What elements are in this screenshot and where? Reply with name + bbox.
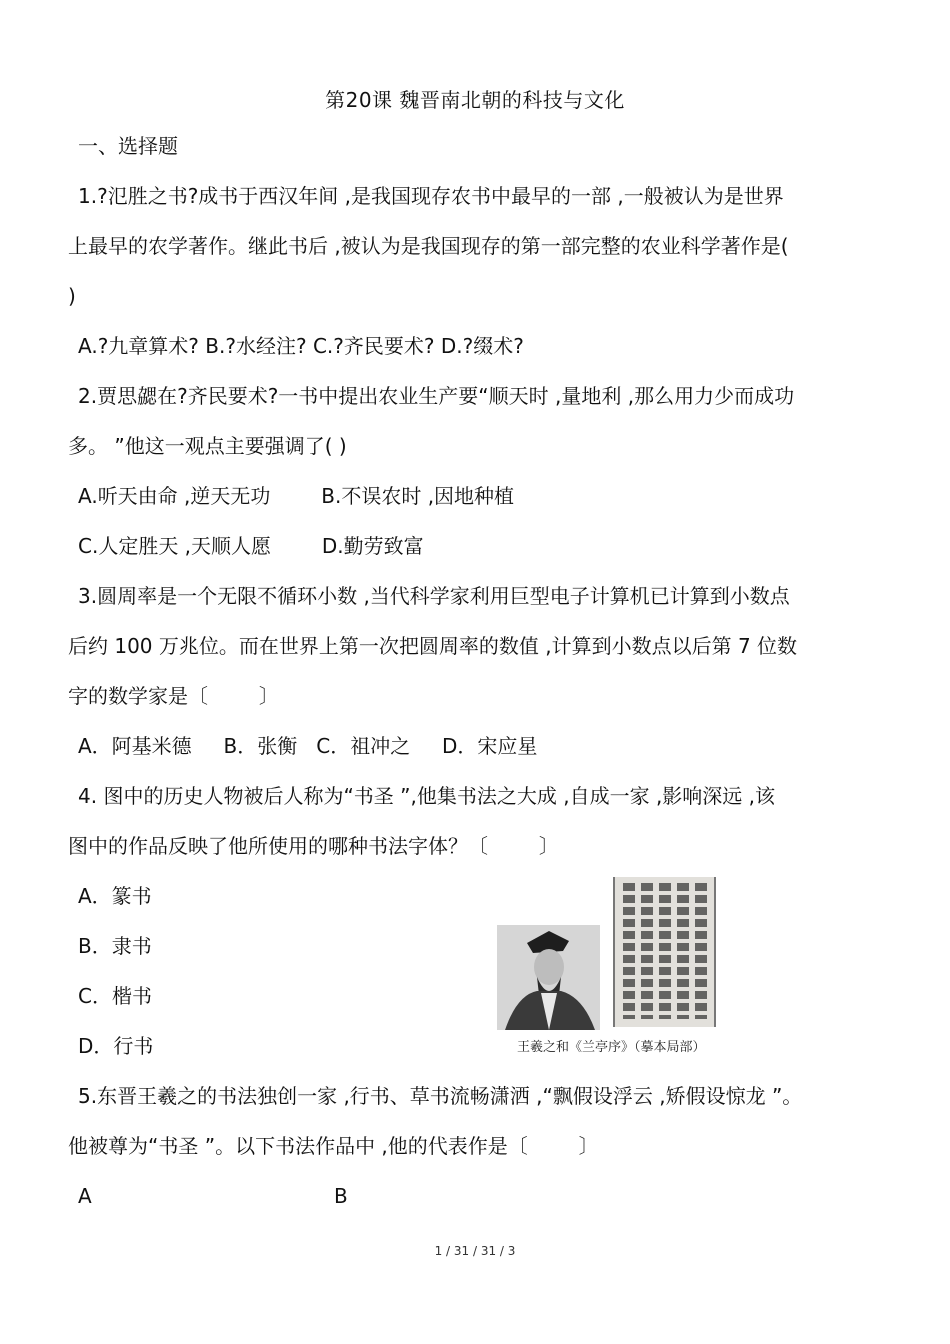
answer-option: C．楷书 (78, 984, 152, 1008)
text-line: 5.东晋王羲之的书法独创一家 ,行书、草书流畅潇洒 ,“飘假设浮云 ,矫假设惊龙 ”。 (78, 1084, 803, 1108)
text-line: 他被尊为“书圣 ”。以下书法作品中 ,他的代表作是〔 〕 (68, 1134, 599, 1158)
page-number: 1 / 31 / 31 / 3 (434, 1244, 516, 1258)
calligraphy-scroll-image (613, 877, 716, 1027)
text-line: 图中的作品反映了他所使用的哪种书法字体？〔 〕 (68, 834, 559, 858)
figure-caption: 王羲之和《兰亭序》（摹本局部） (517, 1040, 706, 1055)
answer-options: A.?九章算术? B.?水经注? C.?齐民要术? D.?缀术? (78, 334, 524, 358)
text-line: ) (68, 284, 76, 308)
text-line: 4. 图中的历史人物被后人称为“书圣 ”,他集书法之大成 ,自成一家 ,影响深远 ,该 (78, 784, 776, 808)
answer-option: B (334, 1184, 348, 1208)
answer-options: A.听天由命 ,逆天无功 B.不误农时 ,因地种植 (78, 484, 515, 508)
text-line: 后约 100 万兆位。而在世界上第一次把圆周率的数值 ,计算到小数点以后第 7 位数 (68, 634, 798, 658)
text-line: 多。 ”他这一观点主要强调了( ) (68, 434, 347, 458)
answer-options: C.人定胜天 ,天顺人愿 D.勤劳致富 (78, 534, 424, 558)
calligraphy-figure (497, 876, 733, 1060)
answer-option: B．隶书 (78, 934, 152, 958)
page-title: 第20课 魏晋南北朝的科技与文化 (325, 88, 625, 112)
portrait-image (497, 925, 600, 1030)
text-line: 2.贾思勰在?齐民要术?一书中提出农业生产要“顺天时 ,量地利 ,那么用力少而成功 (78, 384, 795, 408)
section-heading: 一、选择题 (78, 134, 178, 158)
text-line: 3.圆周率是一个无限不循环小数 ,当代科学家利用巨型电子计算机已计算到小数点 (78, 584, 790, 608)
answer-option: A (78, 1184, 92, 1208)
text-line: 上最早的农学著作。继此书后 ,被认为是我国现存的第一部完整的农业科学著作是( (68, 234, 789, 258)
answer-option: D．行书 (78, 1034, 154, 1058)
text-line: 1.?氾胜之书?成书于西汉年间 ,是我国现存农书中最早的一部 ,一般被认为是世界 (78, 184, 784, 208)
text-line: 字的数学家是〔 〕 (68, 684, 279, 708)
answer-option: A．篆书 (78, 884, 152, 908)
answer-options: A．阿基米德 B．张衡 C．祖冲之 D．宋应星 (78, 734, 538, 758)
